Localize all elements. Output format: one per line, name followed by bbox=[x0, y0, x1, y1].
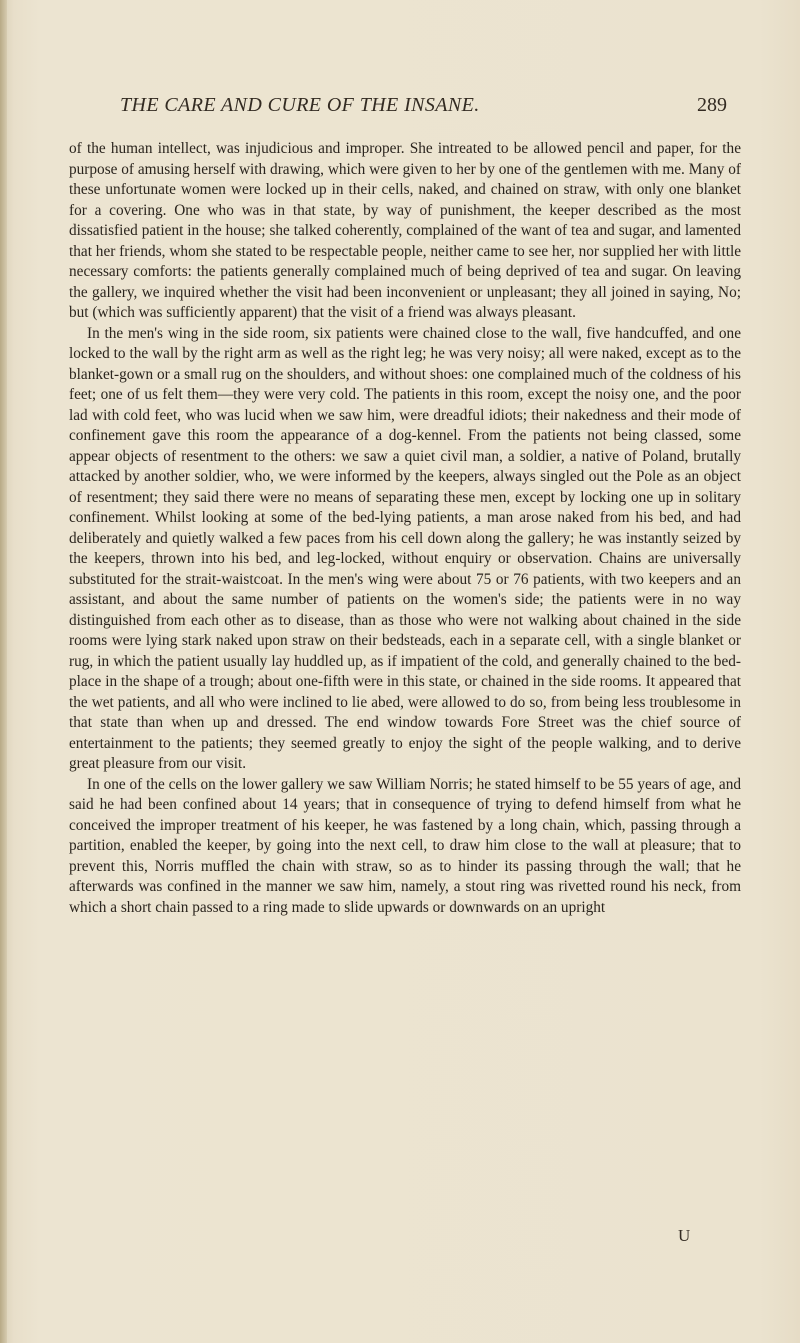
body-text bbox=[69, 139, 741, 918]
running-head bbox=[0, 94, 800, 122]
paragraph-1: of the human intellect, was injudicious and improper. She intreated to be allowed pencil and paper, for the purpose of amusing herself with drawing, which were given to her by one of the gentlemen with me. Many of these unfortunate women were locked up in their cells, naked, and chained on straw, with only one blanket for a covering. One who was in that state, by way of punishment, the keeper described as the most dissatisfied patient in the house; she talked coherently, complained of the want of tea and sugar, and lamented that her friends, whom she stated to be respectable people, neither came to see her, nor supplied her with little necessary comforts: the patients generally complained much of being deprived of tea and sugar. On leaving the gallery, we inquired whether the visit had been inconvenient or unpleasant; they all joined in saying, No; but (which was sufficiently apparent) that the visit of a friend was always pleasant. bbox=[69, 140, 741, 321]
paragraph-2: In the men's wing in the side room, six patients were chained close to the wall, five handcuffed, and one locked to the wall by the right arm as well as the right leg; he was very noisy; all were naked, except as to the blanket-gown or a small rug on the shoulders, and without shoes: one complained much of the coldness of his feet; one of us felt them—they were very cold. The patients in this room, except the noisy one, and the poor lad with cold feet, who was lucid when we saw him, were dreadful idiots; their nakedness and their mode of confinement gave this room the appearance of a dog-kennel. From the patients not being classed, some appear objects of resentment to the others: we saw a quiet civil man, a soldier, a native of Poland, brutally attacked by another soldier, who, we were informed by the keepers, always singled out the Pole as an object of resentment; they said there were no means of separating these men, except by locking one up in solitary confinement. Whilst looking at some of the bed-lying patients, a man arose naked from his bed, and had deliberately and quietly walked a few paces from his cell down along the gallery; he was instantly seized by the keepers, thrown into his bed, and leg-locked, without enquiry or observation. Chains are universally substituted for the strait-waistcoat. In the men's wing were about 75 or 76 patients, with two keepers and an assistant, and about the same number of patients on the women's side; the patients were in no way distinguished from each other as to disease, than as those who were not walking about chained in the side rooms were lying stark naked upon straw on their bedsteads, each in a separate cell, with a single blanket or rug, in which the patient usually lay huddled up, as if impatient of the cold, and generally chained to the bed-place in the shape of a trough; about one-fifth were in this state, or chained in the side rooms. It appeared that the wet patients, and all who were inclined to lie abed, were allowed to do so, from being less troublesome in that state than when up and dressed. The end window towards Fore Street was the chief source of entertainment to the patients; they seemed greatly to enjoy the sight of the people walking, and to derive great pleasure from our visit. bbox=[69, 324, 741, 772]
running-title: THE CARE AND CURE OF THE INSANE. bbox=[120, 94, 480, 116]
page-number: 289 bbox=[697, 94, 727, 116]
signature-mark: U bbox=[678, 1226, 691, 1245]
paragraph-3: In one of the cells on the lower gallery we saw William Norris; he stated himself to be 55 years of age, and said he had been confined about 14 years; that in consequence of trying to defend himself from what he conceived the improper treatment of his keeper, he was fastened by a long chain, which, passing through a partition, enabled the keeper, by going into the next cell, to draw him close to the wall at pleasure; that to prevent this, Norris muffled the chain with straw, so as to hinder its passing through the wall; that he afterwards was confined in the manner we saw him, namely, a stout ring was rivetted round his neck, from which a short chain passed to a ring made to slide upwards or downwards on an upright bbox=[69, 775, 741, 916]
binding-edge bbox=[0, 0, 7, 1343]
